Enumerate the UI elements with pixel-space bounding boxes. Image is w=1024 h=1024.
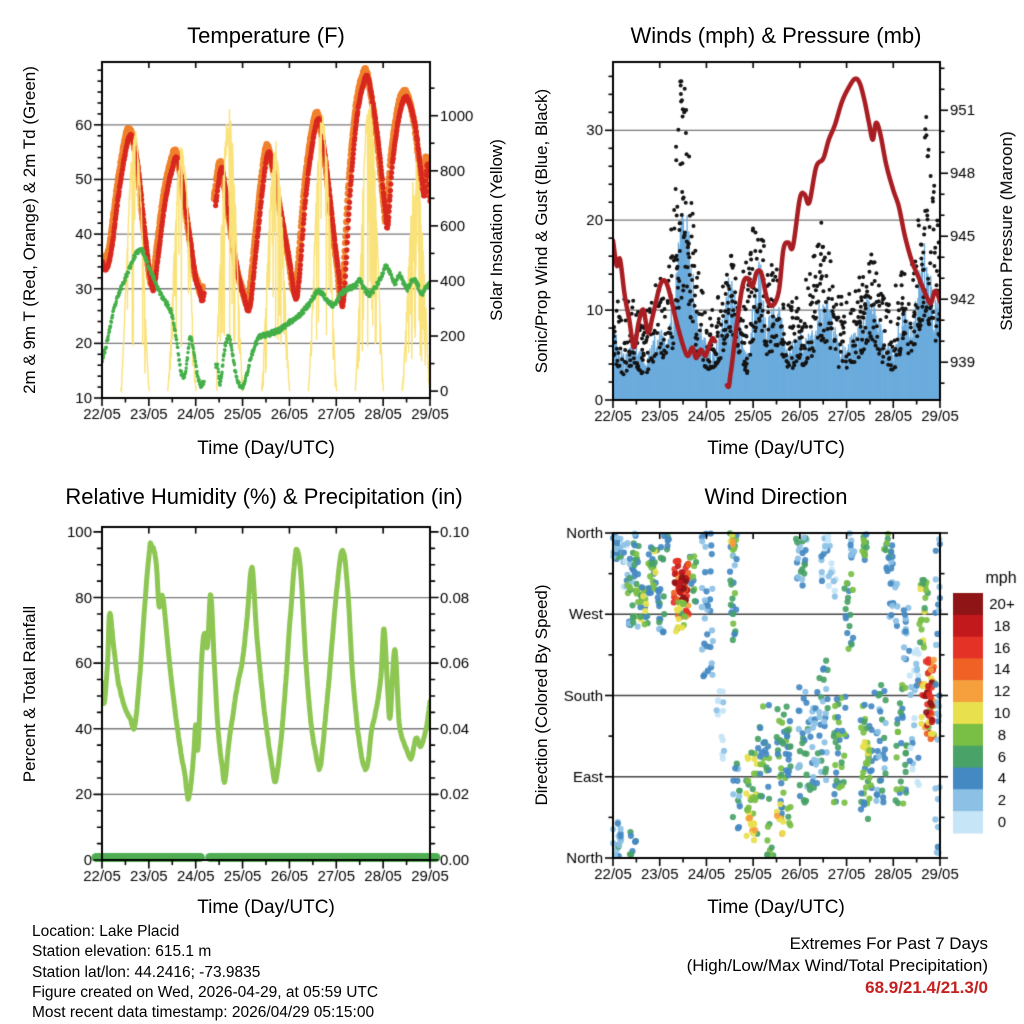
winds-pressure-chart-canvas bbox=[512, 0, 1024, 480]
footer-location-line: Location: Lake Placid bbox=[32, 923, 180, 940]
station-metadata-footer bbox=[32, 922, 378, 1023]
wind-direction-chart-canvas bbox=[512, 480, 1024, 940]
temperature-ylabel-left: 2m & 9m T (Red, Orange) & 2m Td (Green) bbox=[20, 66, 39, 394]
humidity-precip-title: Relative Humidity (%) & Precipitation (in) bbox=[65, 484, 463, 509]
winds-xlabel: Time (Day/UTC) bbox=[707, 438, 845, 459]
humidity-ylabel-left: Percent & Total Rainfall bbox=[20, 605, 39, 783]
extremes-value: 68.9/21.4/21.3/0 bbox=[865, 978, 988, 997]
winds-ylabel-left: Sonic/Prop Wind & Gust (Blue, Black) bbox=[532, 88, 551, 374]
extremes-subheading: (High/Low/Max Wind/Total Precipitation) bbox=[686, 956, 988, 975]
footer-timestamp-line: Most recent data timestamp: 2026/04/29 05:15:00 bbox=[32, 1004, 375, 1022]
footer-latlon-line: Station lat/lon: 44.2416; -73.9835 bbox=[32, 963, 261, 981]
humidity-precip-chart-canvas bbox=[0, 480, 512, 940]
winds-pressure-title: Winds (mph) & Pressure (mb) bbox=[630, 23, 922, 48]
humidity-xlabel: Time (Day/UTC) bbox=[197, 897, 335, 918]
temperature-chart-canvas bbox=[0, 0, 512, 480]
temperature-xlabel: Time (Day/UTC) bbox=[197, 438, 335, 459]
wind-direction-xlabel: Time (Day/UTC) bbox=[707, 897, 845, 918]
temperature-title: Temperature (F) bbox=[187, 23, 345, 48]
wind-direction-ylabel-left: Direction (Colored By Speed) bbox=[532, 584, 551, 806]
temperature-ylabel-right: Solar Insolation (Yellow) bbox=[487, 139, 506, 321]
wind-direction-title: Wind Direction bbox=[704, 484, 848, 509]
winds-ylabel-right: Station Pressure (Maroon) bbox=[997, 131, 1016, 331]
extremes-summary bbox=[687, 933, 988, 999]
footer-elevation-line: Station elevation: 615.1 m bbox=[32, 943, 212, 961]
footer-created-line: Figure created on Wed, 2026-04-29, at 05:59 UTC bbox=[32, 983, 379, 1001]
extremes-heading: Extremes For Past 7 Days bbox=[789, 934, 988, 953]
